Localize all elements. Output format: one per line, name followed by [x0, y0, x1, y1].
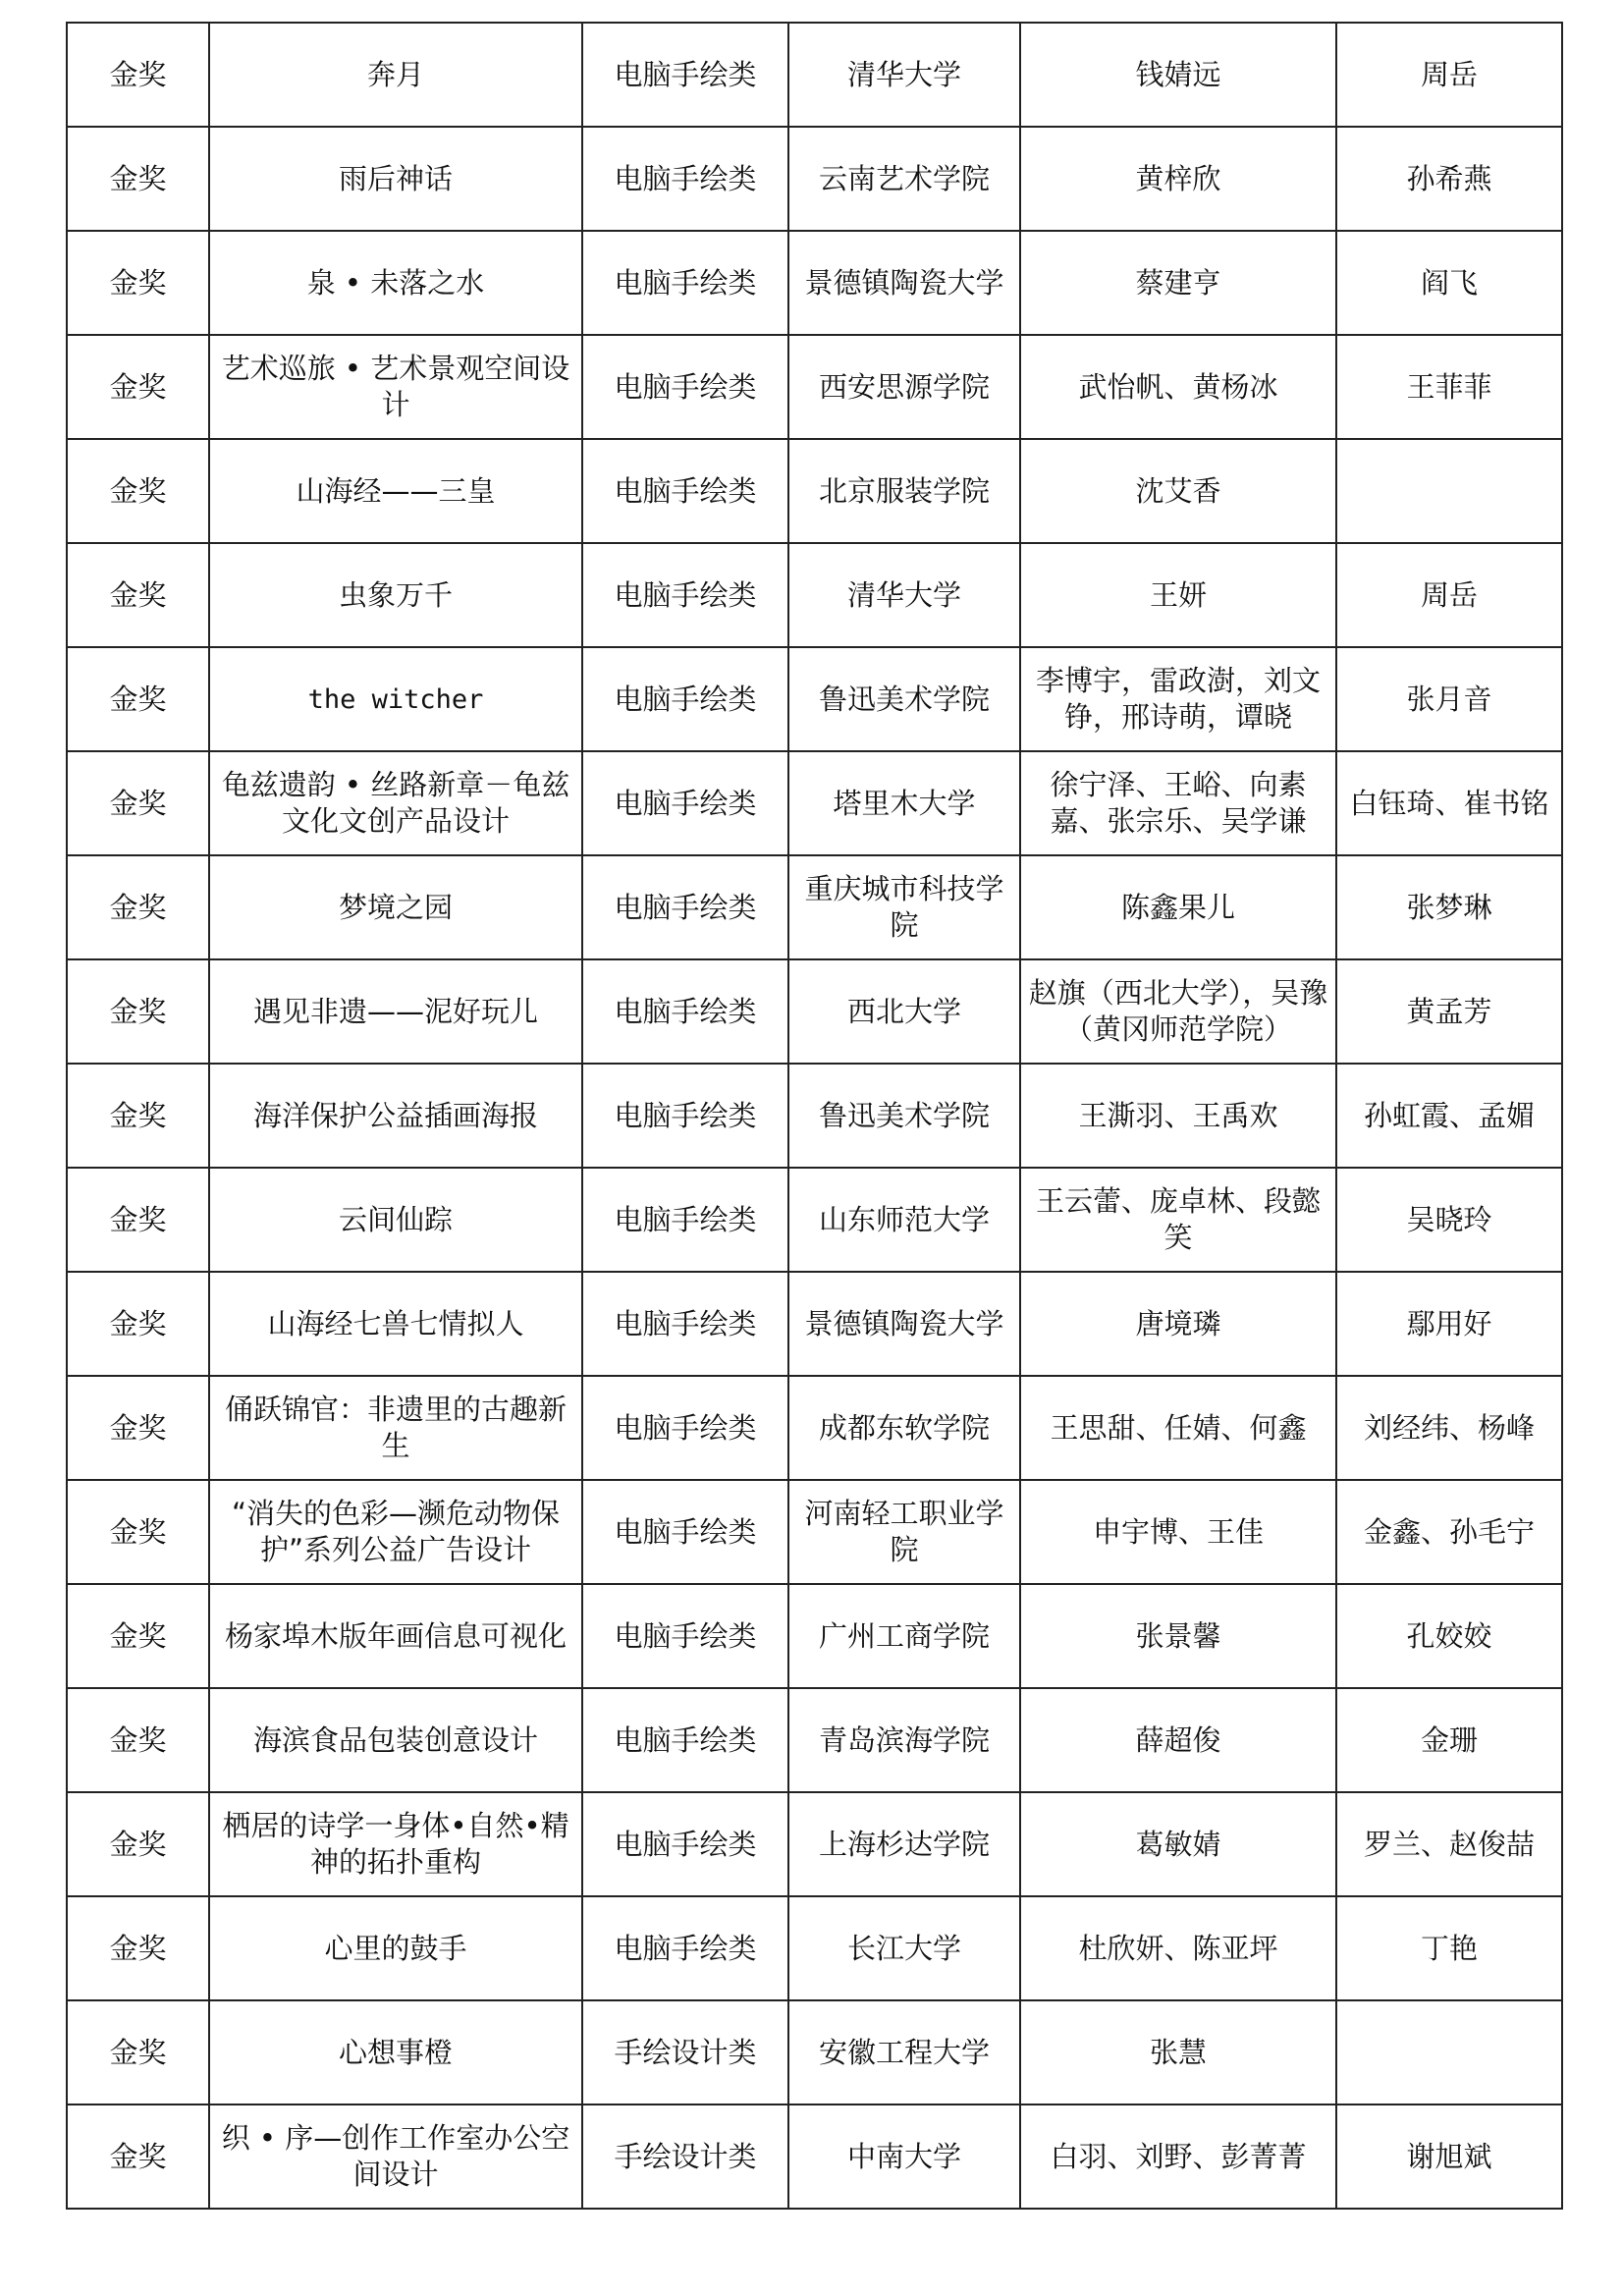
award-cell: 金奖	[67, 1064, 209, 1168]
title-cell: 海滨食品包装创意设计	[209, 1688, 582, 1792]
table-row	[67, 335, 1562, 439]
advisor-cell: 周岳	[1336, 543, 1562, 647]
school-cell: 成都东软学院	[788, 1376, 1020, 1480]
table-row	[67, 1064, 1562, 1168]
table-row	[67, 959, 1562, 1064]
category-cell: 电脑手绘类	[582, 23, 788, 127]
authors-cell: 张景馨	[1020, 1584, 1336, 1688]
table-row	[67, 751, 1562, 855]
advisor-cell	[1336, 2000, 1562, 2105]
school-cell: 清华大学	[788, 23, 1020, 127]
title-cell: 山海经七兽七情拟人	[209, 1272, 582, 1376]
table-row	[67, 2000, 1562, 2105]
advisor-cell: 张月音	[1336, 647, 1562, 751]
school-cell: 河南轻工职业学院	[788, 1480, 1020, 1584]
authors-cell: 武怡帆、黄杨冰	[1020, 335, 1336, 439]
school-cell: 鲁迅美术学院	[788, 647, 1020, 751]
advisor-cell: 阎飞	[1336, 231, 1562, 335]
advisor-cell: 金珊	[1336, 1688, 1562, 1792]
table-row	[67, 231, 1562, 335]
authors-cell: 沈艾香	[1020, 439, 1336, 543]
title-cell: 海洋保护公益插画海报	[209, 1064, 582, 1168]
title-cell: 雨后神话	[209, 127, 582, 231]
advisor-cell: 金鑫、孙毛宁	[1336, 1480, 1562, 1584]
advisor-cell: 黄孟芳	[1336, 959, 1562, 1064]
award-cell: 金奖	[67, 1376, 209, 1480]
category-cell: 电脑手绘类	[582, 1792, 788, 1896]
category-cell: 电脑手绘类	[582, 439, 788, 543]
authors-cell: 赵旗（西北大学），吴豫（黄冈师范学院）	[1020, 959, 1336, 1064]
authors-cell: 薛超俊	[1020, 1688, 1336, 1792]
authors-cell: 陈鑫果儿	[1020, 855, 1336, 959]
category-cell: 电脑手绘类	[582, 1376, 788, 1480]
school-cell: 青岛滨海学院	[788, 1688, 1020, 1792]
title-cell: 虫象万千	[209, 543, 582, 647]
category-cell: 电脑手绘类	[582, 1064, 788, 1168]
title-cell: 奔月	[209, 23, 582, 127]
school-cell: 长江大学	[788, 1896, 1020, 2000]
authors-cell: 杜欣妍、陈亚坪	[1020, 1896, 1336, 2000]
advisor-cell: 周岳	[1336, 23, 1562, 127]
school-cell: 景德镇陶瓷大学	[788, 1272, 1020, 1376]
title-cell: 龟兹遗韵 • 丝路新章－龟兹文化文创产品设计	[209, 751, 582, 855]
category-cell: 电脑手绘类	[582, 751, 788, 855]
table-row	[67, 23, 1562, 127]
title-cell: 山海经——三皇	[209, 439, 582, 543]
category-cell: 电脑手绘类	[582, 335, 788, 439]
advisor-cell: 王菲菲	[1336, 335, 1562, 439]
title-cell: 栖居的诗学一身体•自然•精神的拓扑重构	[209, 1792, 582, 1896]
award-cell: 金奖	[67, 1792, 209, 1896]
award-cell: 金奖	[67, 1272, 209, 1376]
advisor-cell: 吴晓玲	[1336, 1168, 1562, 1272]
table-row	[67, 439, 1562, 543]
advisor-cell	[1336, 439, 1562, 543]
authors-cell: 李博宇，雷政澍，刘文铮，邢诗萌，谭晓	[1020, 647, 1336, 751]
authors-cell: 王云蕾、庞卓林、段懿笑	[1020, 1168, 1336, 1272]
award-cell: 金奖	[67, 335, 209, 439]
table-row	[67, 1688, 1562, 1792]
advisor-cell: 孙虹霞、孟媚	[1336, 1064, 1562, 1168]
authors-cell: 申宇博、王佳	[1020, 1480, 1336, 1584]
authors-cell: 王澌羽、王禹欢	[1020, 1064, 1336, 1168]
table-row	[67, 127, 1562, 231]
category-cell: 电脑手绘类	[582, 1688, 788, 1792]
table-row	[67, 855, 1562, 959]
award-cell: 金奖	[67, 1896, 209, 2000]
school-cell: 安徽工程大学	[788, 2000, 1020, 2105]
award-cell: 金奖	[67, 1480, 209, 1584]
advisor-cell: 罗兰、赵俊喆	[1336, 1792, 1562, 1896]
advisor-cell: 孔姣姣	[1336, 1584, 1562, 1688]
authors-cell: 蔡建亨	[1020, 231, 1336, 335]
title-cell: 梦境之园	[209, 855, 582, 959]
category-cell: 电脑手绘类	[582, 1896, 788, 2000]
school-cell: 西安思源学院	[788, 335, 1020, 439]
award-table	[66, 22, 1563, 2210]
award-cell: 金奖	[67, 1688, 209, 1792]
title-cell: 遇见非遗——泥好玩儿	[209, 959, 582, 1064]
school-cell: 鲁迅美术学院	[788, 1064, 1020, 1168]
category-cell: 电脑手绘类	[582, 647, 788, 751]
award-cell: 金奖	[67, 959, 209, 1064]
category-cell: 电脑手绘类	[582, 1168, 788, 1272]
category-cell: 电脑手绘类	[582, 1480, 788, 1584]
school-cell: 西北大学	[788, 959, 1020, 1064]
award-cell: 金奖	[67, 127, 209, 231]
school-cell: 重庆城市科技学院	[788, 855, 1020, 959]
advisor-cell: 丁艳	[1336, 1896, 1562, 2000]
table-row	[67, 1792, 1562, 1896]
school-cell: 广州工商学院	[788, 1584, 1020, 1688]
title-cell: the witcher	[209, 647, 582, 751]
table-row	[67, 2105, 1562, 2209]
school-cell: 山东师范大学	[788, 1168, 1020, 1272]
school-cell: 清华大学	[788, 543, 1020, 647]
award-cell: 金奖	[67, 439, 209, 543]
school-cell: 北京服装学院	[788, 439, 1020, 543]
title-cell: “消失的色彩—濒危动物保护”系列公益广告设计	[209, 1480, 582, 1584]
table-row	[67, 1896, 1562, 2000]
title-cell: 心想事橙	[209, 2000, 582, 2105]
school-cell: 云南艺术学院	[788, 127, 1020, 231]
table-row	[67, 647, 1562, 751]
authors-cell: 张慧	[1020, 2000, 1336, 2105]
table-row	[67, 543, 1562, 647]
school-cell: 塔里木大学	[788, 751, 1020, 855]
authors-cell: 黄梓欣	[1020, 127, 1336, 231]
category-cell: 电脑手绘类	[582, 543, 788, 647]
advisor-cell: 刘经纬、杨峰	[1336, 1376, 1562, 1480]
award-cell: 金奖	[67, 1168, 209, 1272]
authors-cell: 钱婧远	[1020, 23, 1336, 127]
category-cell: 电脑手绘类	[582, 127, 788, 231]
category-cell: 手绘设计类	[582, 2105, 788, 2209]
award-cell: 金奖	[67, 23, 209, 127]
award-cell: 金奖	[67, 2105, 209, 2209]
advisor-cell: 鄢用好	[1336, 1272, 1562, 1376]
authors-cell: 王妍	[1020, 543, 1336, 647]
advisor-cell: 白钰琦、崔书铭	[1336, 751, 1562, 855]
award-cell: 金奖	[67, 2000, 209, 2105]
table-row	[67, 1272, 1562, 1376]
advisor-cell: 孙希燕	[1336, 127, 1562, 231]
category-cell: 电脑手绘类	[582, 855, 788, 959]
award-cell: 金奖	[67, 1584, 209, 1688]
school-cell: 中南大学	[788, 2105, 1020, 2209]
award-cell: 金奖	[67, 543, 209, 647]
category-cell: 电脑手绘类	[582, 959, 788, 1064]
award-table-body	[67, 23, 1562, 2209]
title-cell: 心里的鼓手	[209, 1896, 582, 2000]
award-cell: 金奖	[67, 231, 209, 335]
authors-cell: 葛敏婧	[1020, 1792, 1336, 1896]
table-row	[67, 1584, 1562, 1688]
category-cell: 电脑手绘类	[582, 1272, 788, 1376]
table-row	[67, 1480, 1562, 1584]
title-cell: 泉 • 未落之水	[209, 231, 582, 335]
authors-cell: 徐宁泽、王峪、向素嘉、张宗乐、吴学谦	[1020, 751, 1336, 855]
advisor-cell: 谢旭斌	[1336, 2105, 1562, 2209]
authors-cell: 唐境璘	[1020, 1272, 1336, 1376]
table-row	[67, 1168, 1562, 1272]
category-cell: 手绘设计类	[582, 2000, 788, 2105]
category-cell: 电脑手绘类	[582, 1584, 788, 1688]
title-cell: 俑跃锦官：非遗里的古趣新生	[209, 1376, 582, 1480]
title-cell: 云间仙踪	[209, 1168, 582, 1272]
advisor-cell: 张梦琳	[1336, 855, 1562, 959]
award-cell: 金奖	[67, 751, 209, 855]
table-row	[67, 1376, 1562, 1480]
title-cell: 艺术巡旅 • 艺术景观空间设计	[209, 335, 582, 439]
school-cell: 上海杉达学院	[788, 1792, 1020, 1896]
authors-cell: 王思甜、任婧、何鑫	[1020, 1376, 1336, 1480]
title-cell: 杨家埠木版年画信息可视化	[209, 1584, 582, 1688]
category-cell: 电脑手绘类	[582, 231, 788, 335]
school-cell: 景德镇陶瓷大学	[788, 231, 1020, 335]
authors-cell: 白羽、刘野、彭菁菁	[1020, 2105, 1336, 2209]
award-cell: 金奖	[67, 855, 209, 959]
title-cell: 织 • 序—创作工作室办公空间设计	[209, 2105, 582, 2209]
award-cell: 金奖	[67, 647, 209, 751]
